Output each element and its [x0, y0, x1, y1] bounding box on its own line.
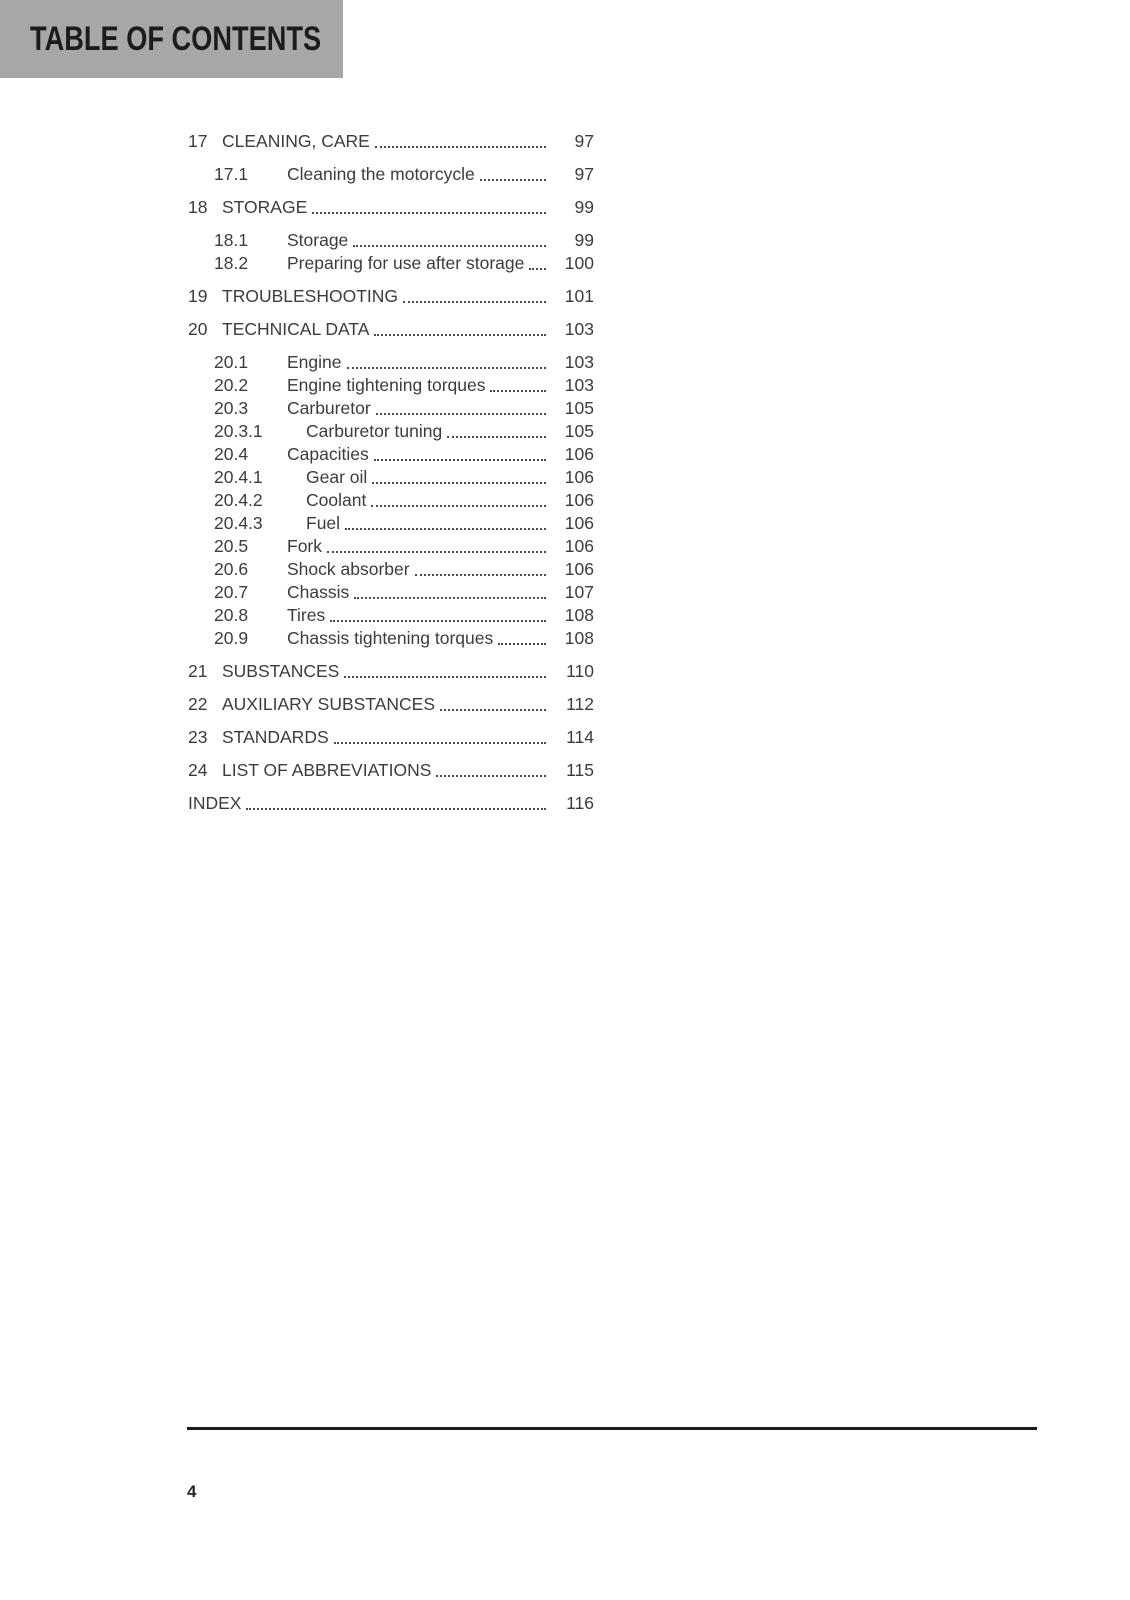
toc-entry-number: 20.1: [214, 352, 249, 372]
toc-entry-page: 99: [574, 230, 594, 250]
toc-entry: [0, 252, 594, 275]
toc-entry-number: 20: [188, 319, 208, 339]
toc-entry-page: 110: [566, 661, 594, 681]
toc-entry-page: 99: [574, 197, 594, 217]
toc-entry-page: 97: [574, 131, 594, 151]
toc-entry-title: Fuel: [306, 513, 341, 533]
toc-entry-title: Preparing for use after storage: [287, 253, 525, 273]
dot-leader: [246, 808, 546, 810]
page-title: TABLE OF CONTENTS: [30, 19, 322, 58]
toc-entry-page: 108: [564, 605, 594, 625]
toc-entry-title: Capacities: [287, 444, 369, 464]
toc-entry-number: 18: [188, 197, 208, 217]
toc-entry-page: 112: [566, 694, 594, 714]
dot-leader: [480, 179, 546, 181]
toc-entry-page: 114: [566, 727, 594, 747]
toc-entry-number: 20.5: [214, 536, 249, 556]
dot-leader: [375, 146, 546, 148]
toc-entry-title: LIST OF ABBREVIATIONS: [222, 760, 432, 780]
dot-leader: [436, 775, 546, 777]
toc-entry: [0, 466, 594, 489]
toc-entry: [0, 627, 594, 650]
toc-entry: [0, 374, 594, 397]
toc-entry-page: 106: [564, 444, 594, 464]
toc-entry: [0, 535, 594, 558]
toc-entry-title: Fork: [287, 536, 322, 556]
footer-page-number: 4: [187, 1482, 197, 1501]
dot-leader: [353, 245, 546, 247]
dot-leader: [403, 301, 546, 303]
toc-entry-page: 105: [564, 398, 594, 418]
toc-entry: [0, 489, 594, 512]
table-of-contents: [0, 120, 594, 815]
toc-entry-number: 18.1: [214, 230, 249, 250]
toc-entry-number: 20.4.2: [214, 490, 263, 510]
toc-entry: [0, 163, 594, 186]
toc-entry-page: 106: [564, 536, 594, 556]
toc-entry: [0, 196, 594, 219]
toc-entry: [0, 229, 594, 252]
toc-entry: [0, 512, 594, 535]
toc-entry-page: 100: [564, 253, 594, 273]
dot-leader: [344, 676, 546, 678]
toc-entry-page: 103: [564, 352, 594, 372]
dot-leader: [529, 268, 546, 270]
toc-entry-number: 20.3: [214, 398, 249, 418]
toc-entry-number: 20.4.3: [214, 513, 263, 533]
header-banner: [0, 0, 343, 78]
toc-entry-title: Coolant: [306, 490, 367, 510]
dot-leader: [374, 334, 546, 336]
dot-leader: [345, 528, 546, 530]
toc-entry-page: 106: [564, 490, 594, 510]
toc-entry: [0, 604, 594, 627]
dot-leader: [447, 436, 546, 438]
toc-entry-number: 20.3.1: [214, 421, 263, 441]
toc-entry-number: 19: [188, 286, 208, 306]
dot-leader: [376, 413, 546, 415]
toc-entry-page: 106: [564, 467, 594, 487]
toc-entry-title: INDEX: [188, 793, 242, 813]
toc-entry: [0, 660, 594, 683]
toc-entry: [0, 693, 594, 716]
toc-entry: [0, 726, 594, 749]
toc-entry: [0, 420, 594, 443]
dot-leader: [372, 482, 546, 484]
dot-leader: [374, 459, 546, 461]
toc-entry-title: Chassis tightening torques: [287, 628, 494, 648]
toc-entry: [0, 792, 594, 815]
toc-entry-number: 20.2: [214, 375, 249, 395]
toc-entry-title: Shock absorber: [287, 559, 410, 579]
toc-entry: [0, 759, 594, 782]
toc-entry-number: 20.9: [214, 628, 249, 648]
toc-entry-title: Cleaning the motorcycle: [287, 164, 475, 184]
dot-leader: [327, 551, 546, 553]
toc-entry-title: Storage: [287, 230, 349, 250]
toc-entry-page: 103: [564, 319, 594, 339]
toc-entry-number: 20.4.1: [214, 467, 263, 487]
toc-entry-number: 17.1: [214, 164, 249, 184]
dot-leader: [330, 620, 546, 622]
toc-entry-page: 101: [564, 286, 594, 306]
toc-entry-title: TROUBLESHOOTING: [222, 286, 398, 306]
toc-entry: [0, 318, 594, 341]
dot-leader: [498, 643, 546, 645]
toc-entry-title: SUBSTANCES: [222, 661, 340, 681]
toc-entry-title: Carburetor: [287, 398, 371, 418]
toc-entry: [0, 397, 594, 420]
toc-entry-number: 21: [188, 661, 208, 681]
toc-entry-title: AUXILIARY SUBSTANCES: [222, 694, 435, 714]
toc-entry-number: 20.4: [214, 444, 249, 464]
toc-entry-page: 116: [566, 793, 594, 813]
toc-entry-number: 23: [188, 727, 208, 747]
toc-entry: [0, 130, 594, 153]
toc-entry-number: 20.8: [214, 605, 249, 625]
toc-entry-number: 18.2: [214, 253, 249, 273]
toc-entry-page: 97: [574, 164, 594, 184]
toc-entry: [0, 351, 594, 374]
toc-entry-title: CLEANING, CARE: [222, 131, 370, 151]
toc-entry-page: 108: [564, 628, 594, 648]
footer-divider: [187, 1427, 1037, 1430]
toc-entry-title: Chassis: [287, 582, 350, 602]
toc-entry-page: 105: [564, 421, 594, 441]
toc-entry-number: 24: [188, 760, 208, 780]
toc-entry: [0, 443, 594, 466]
toc-entry-number: 17: [188, 131, 208, 151]
toc-entry-number: 20.7: [214, 582, 249, 602]
toc-entry-number: 20.6: [214, 559, 249, 579]
dot-leader: [334, 742, 546, 744]
dot-leader: [312, 212, 546, 214]
toc-entry-title: STANDARDS: [222, 727, 329, 747]
toc-entry: [0, 558, 594, 581]
toc-entry-title: STORAGE: [222, 197, 308, 217]
toc-entry-title: Gear oil: [306, 467, 368, 487]
dot-leader: [440, 709, 546, 711]
dot-leader: [371, 505, 546, 507]
toc-entry-title: Carburetor tuning: [306, 421, 443, 441]
toc-entry-page: 106: [564, 559, 594, 579]
dot-leader: [354, 597, 546, 599]
toc-entry-page: 107: [564, 582, 594, 602]
toc-entry: [0, 581, 594, 604]
toc-entry-page: 106: [564, 513, 594, 533]
toc-entry: [0, 285, 594, 308]
dot-leader: [347, 367, 547, 369]
toc-entry-page: 115: [566, 760, 594, 780]
toc-entry-title: TECHNICAL DATA: [222, 319, 370, 339]
toc-entry-number: 22: [188, 694, 208, 714]
dot-leader: [415, 574, 546, 576]
dot-leader: [490, 390, 546, 392]
toc-entry-title: Tires: [287, 605, 326, 625]
toc-entry-title: Engine: [287, 352, 342, 372]
toc-entry-page: 103: [564, 375, 594, 395]
toc-entry-title: Engine tightening torques: [287, 375, 486, 395]
